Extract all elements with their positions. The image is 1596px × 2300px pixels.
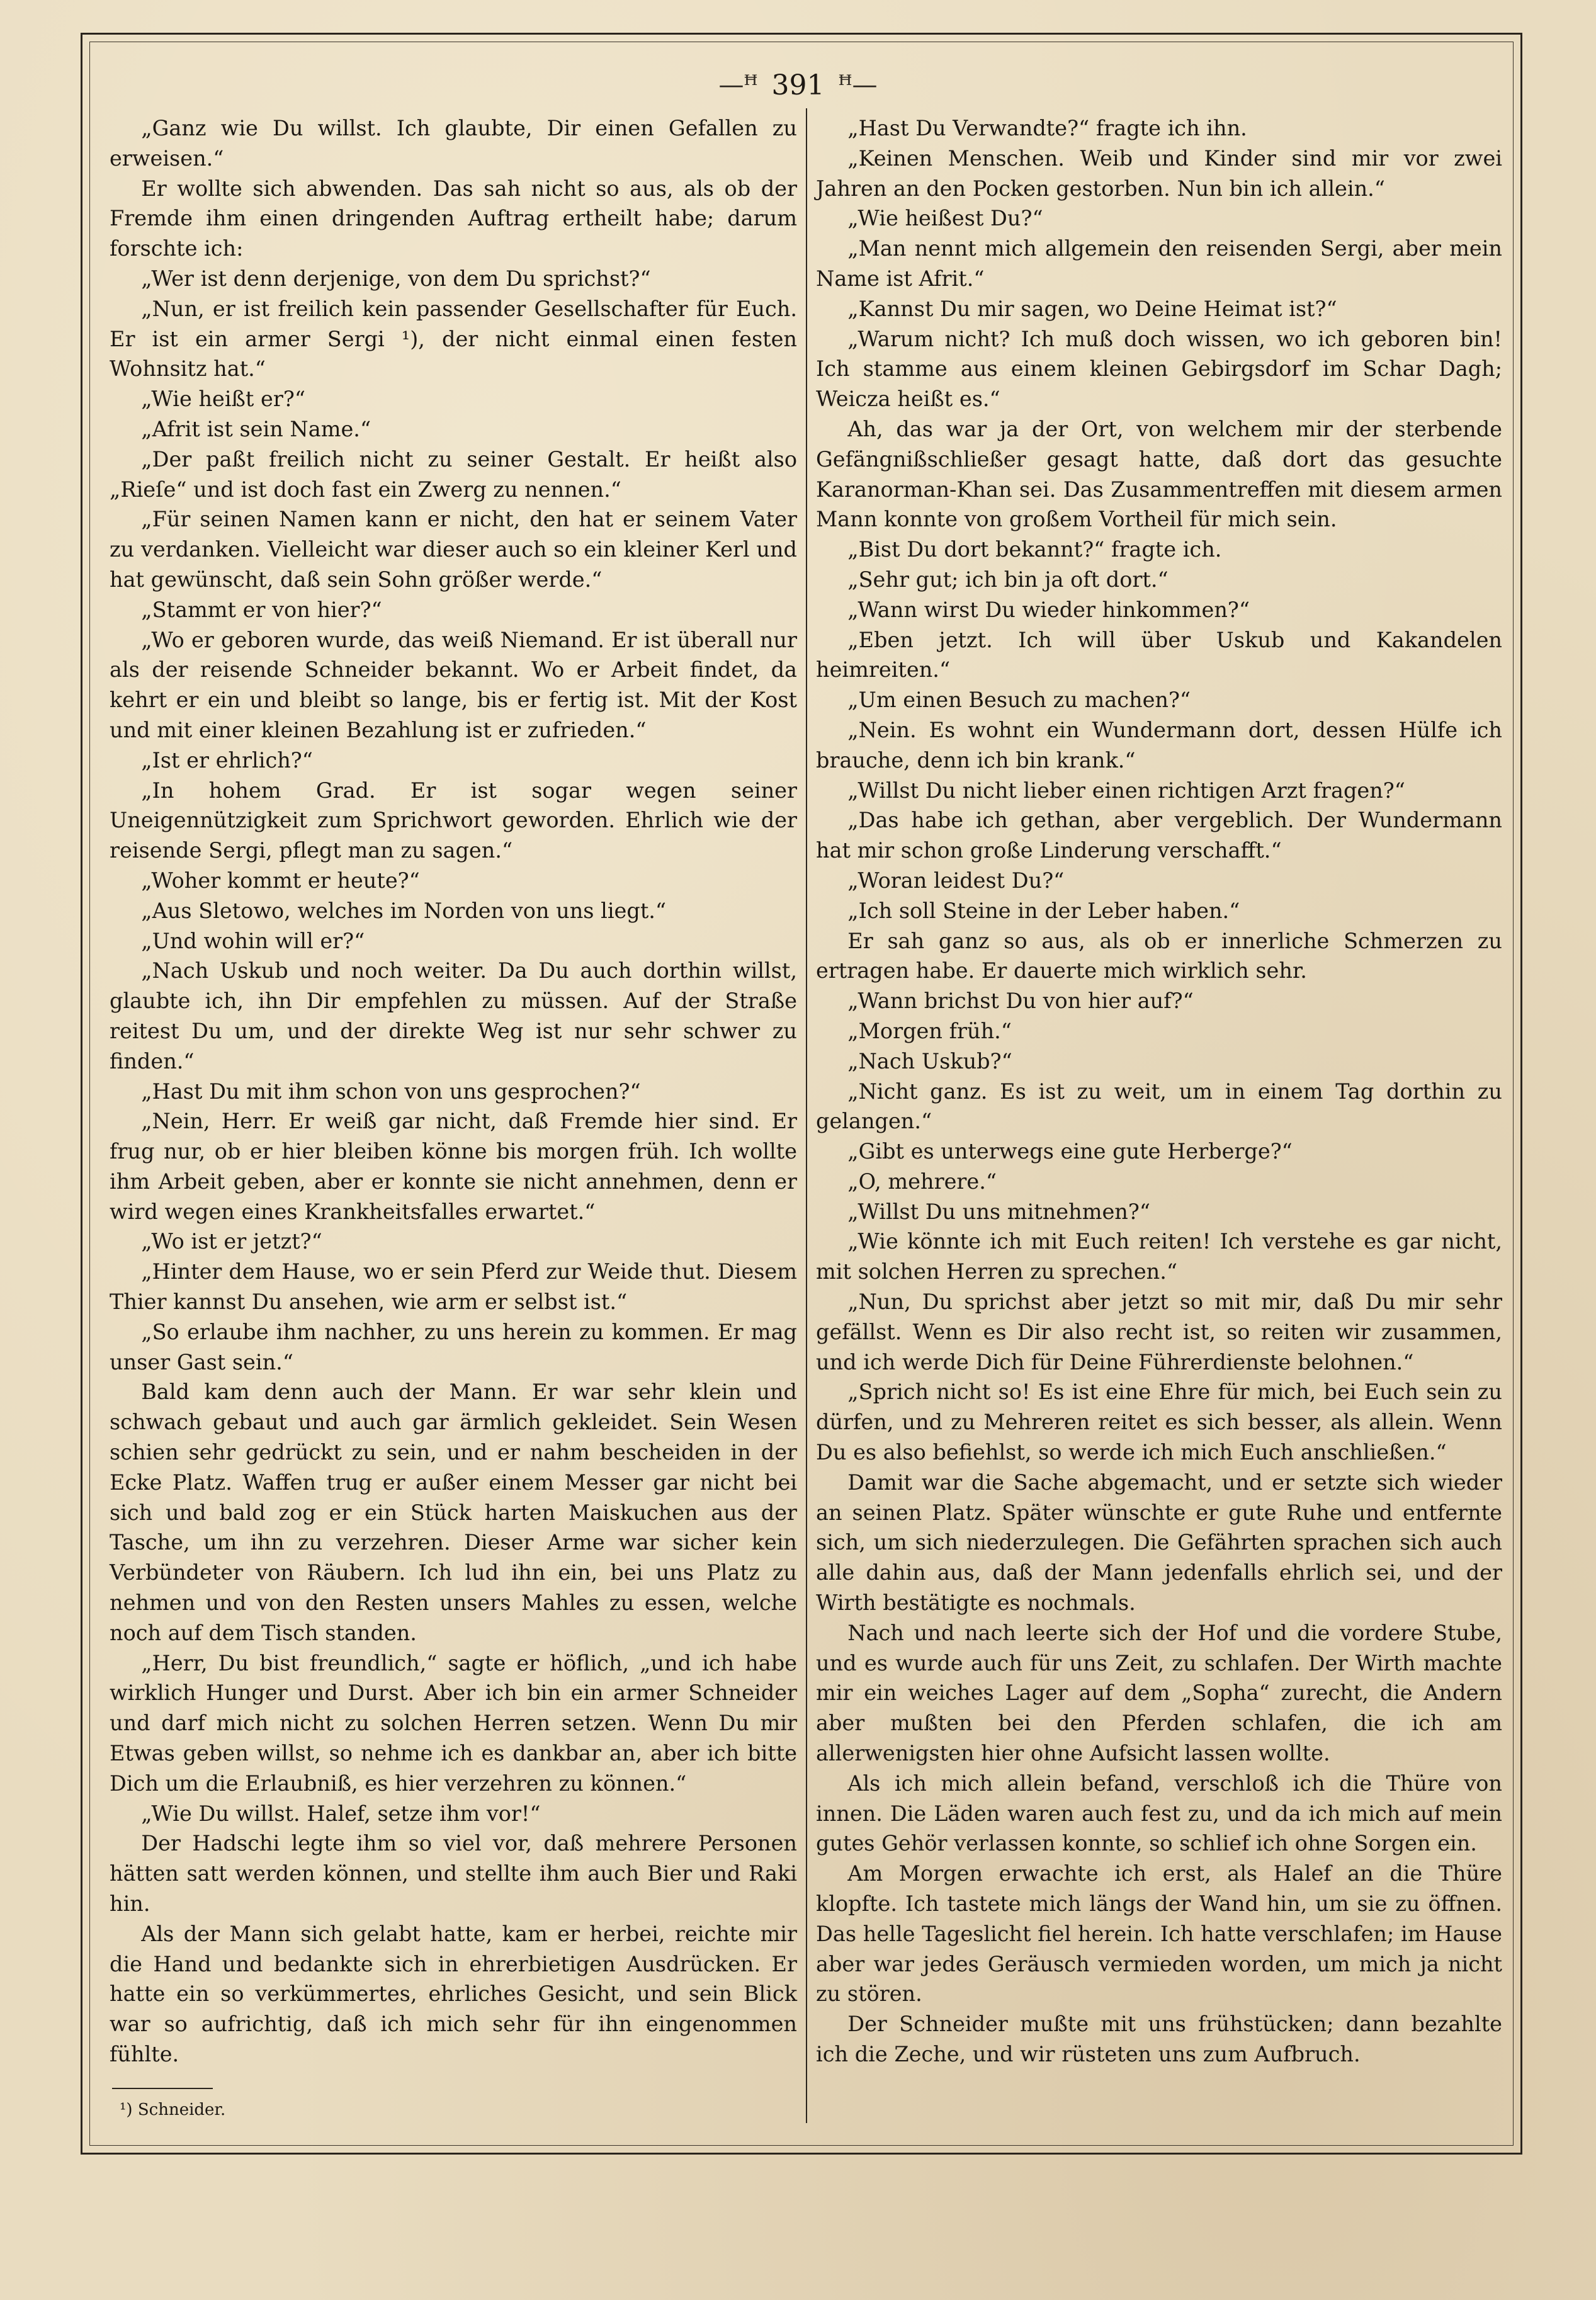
ornament-left: —ꟸ	[718, 71, 758, 99]
column-divider	[806, 108, 807, 2123]
paragraph: „Wie heißt er?“	[141, 387, 305, 412]
paragraph: „Wie könnte ich mit Euch reiten! Ich verstehe es gar nicht, mit solchen Herren zu sprechen.“	[816, 1229, 1502, 1284]
paragraph: „Wie heißest Du?“	[847, 206, 1043, 231]
paragraph: „Wo ist er jetzt?“	[141, 1229, 322, 1254]
ornament-right: ꟸ—	[838, 71, 878, 99]
paragraph: „Hinter dem Hause, wo er sein Pferd zur Weide thut. Diesem Thier kannst Du ansehen, wie arm er selbst ist.“	[110, 1259, 797, 1315]
paragraph: Als ich mich allein befand, verschloß ich die Thüre von innen. Die Läden waren auch fest zu, und da ich mich auf mein gutes Gehör verlassen konnte, so schlief ich ohne Sorgen ein.	[816, 1770, 1502, 1856]
paragraph: „Nicht ganz. Es ist zu weit, um in einem Tag dorthin zu gelangen.“	[816, 1079, 1502, 1134]
paragraph: „Gibt es unterwegs eine gute Herberge?“	[847, 1139, 1293, 1164]
paragraph: „Ist er ehrlich?“	[141, 747, 313, 773]
paragraph: „Und wohin will er?“	[141, 928, 365, 953]
paragraph: „Ich soll Steine in der Leber haben.“	[847, 898, 1240, 923]
paragraph: „Afrit ist sein Name.“	[141, 416, 371, 441]
paragraph: „Eben jetzt. Ich will über Uskub und Kakandelen heimreiten.“	[816, 627, 1502, 683]
page-number: 391	[771, 69, 825, 101]
paragraph: Ah, das war ja der Ort, von welchem mir der sterbende Gefängnißschließer gesagt hatte, daß dort das gesuchte Karanorman-Khan sei. Das Zusammentreffen mit diesem armen Mann konnte von großem Vortheil für mich sein.	[816, 416, 1502, 532]
paragraph: „Wo er geboren wurde, das weiß Niemand. Er ist überall nur als der reisende Schneider bekannt. Wo er Arbeit findet, da kehrt er ein und bleibt so lange, bis er fertig ist. Mit der Kost und mit einer kleinen Bezahlung ist er zufrieden.“	[110, 627, 797, 742]
paragraph: „Morgen früh.“	[847, 1018, 1012, 1043]
paragraph: „Woran leidest Du?“	[847, 868, 1065, 893]
paragraph: „Herr, Du bist freundlich,“ sagte er höflich, „und ich habe wirklich Hunger und Durst. Aber ich bin ein armer Schneider und darf mich nicht zu solchen Herren setzen. Wenn Du mir Etwas geben willst, so nehme ich es dankbar an, aber ich bitte Dich um die Erlaubniß, es hier verzehren zu können.“	[110, 1650, 797, 1796]
paragraph: Der Schneider mußte mit uns frühstücken; dann bezahlte ich die Zeche, und wir rüsteten uns zum Aufbruch.	[816, 2012, 1502, 2066]
paragraph: „Sehr gut; ich bin ja oft dort.“	[847, 567, 1169, 592]
paragraph: „Wann brichst Du von hier auf?“	[847, 989, 1194, 1014]
paragraph: „Nein, Herr. Er weiß gar nicht, daß Fremde hier sind. Er frug nur, ob er hier bleiben könne bis morgen früh. Ich wollte ihm Arbeit geben, aber er konnte sie nicht annehmen, denn er wird wegen eines Krankheitsfalles erwartet.“	[110, 1109, 797, 1224]
footnote-rule	[112, 2088, 213, 2089]
paragraph: „Für seinen Namen kann er nicht, den hat er seinem Vater zu verdanken. Vielleicht war dieser auch so ein kleiner Kerl und hat gewünscht, daß sein Sohn größer werde.“	[110, 507, 797, 592]
paragraph: „Stammt er von hier?“	[141, 597, 382, 622]
paragraph: „Ganz wie Du willst. Ich glaubte, Dir einen Gefallen zu erweisen.“	[110, 116, 797, 171]
paragraph: „Der paßt freilich nicht zu seiner Gestalt. Er heißt also „Rieſe“ und ist doch fast ein Zwerg zu nennen.“	[110, 446, 797, 502]
paragraph: „Nun, Du sprichst aber jetzt so mit mir, daß Du mir sehr gefällst. Wenn es Dir also recht ist, so reiten wir zusammen, und ich werde Dich für Deine Führerdienste belohnen.“	[816, 1289, 1502, 1374]
paragraph: Nach und nach leerte sich der Hof und die vordere Stube, und es wurde auch für uns Zeit, zu schlafen. Der Wirth machte mir ein weiches Lager auf dem „Sopha“ zurecht, die Andern aber mußten bei den Pferden schlafen, die ich am allerwenigsten hier ohne Aufsicht lassen wollte.	[816, 1620, 1502, 1766]
page-header	[0, 63, 1596, 107]
paragraph: „Wer ist denn derjenige, von dem Du sprichst?“	[141, 266, 651, 291]
paragraph: „Kannst Du mir sagen, wo Deine Heimat ist?“	[847, 296, 1337, 321]
paragraph: „In hohem Grad. Er ist sogar wegen seiner Uneigennützigkeit zum Sprichwort geworden. Ehrlich wie der reisende Sergi, pflegt man zu sagen.“	[110, 778, 797, 863]
paragraph: Bald kam denn auch der Mann. Er war sehr klein und schwach gebaut und auch gar ärmlich gekleidet. Sein Wesen schien sehr gedrückt zu sein, und er nahm bescheiden in der Ecke Platz. Waffen trug er außer einem Messer gar nicht bei sich und bald zog er ein Stück harten Maiskuchen aus der Tasche, um ihn zu verzehren. Dieser Arme war sicher kein Verbündeter von Räubern. Ich lud ihn ein, bei uns Platz zu nehmen und von den Resten unsers Mahles zu essen, welche noch auf dem Tisch standen.	[110, 1379, 797, 1645]
paragraph: „Nun, er ist freilich kein passender Gesellschafter für Euch. Er ist ein armer Sergi ¹), der nicht einmal einen festen Wohnsitz hat.“	[110, 296, 797, 382]
paragraph: „Nein. Es wohnt ein Wundermann dort, dessen Hülfe ich brauche, denn ich bin krank.“	[816, 717, 1502, 773]
paragraph: „Das habe ich gethan, aber vergeblich. Der Wundermann hat mir schon große Linderung verschafft.“	[816, 808, 1502, 863]
paragraph: „Keinen Menschen. Weib und Kinder sind mir vor zwei Jahren an den Pocken gestorben. Nun bin ich allein.“	[816, 145, 1502, 201]
paragraph: „O, mehrere.“	[847, 1169, 997, 1194]
paragraph: Er sah ganz so aus, als ob er innerliche Schmerzen zu ertragen habe. Er dauerte mich wirklich sehr.	[816, 928, 1502, 983]
paragraph: „Wie Du willst. Halef, setze ihm vor!“	[141, 1801, 541, 1826]
paragraph: „Wann wirst Du wieder hinkommen?“	[847, 597, 1250, 622]
paragraph: „Willst Du nicht lieber einen richtigen Arzt fragen?“	[847, 778, 1405, 803]
paragraph: Der Hadschi legte ihm so viel vor, daß mehrere Personen hätten satt werden können, und stellte ihm auch Bier und Raki hin.	[110, 1831, 797, 1917]
paragraph: „Aus Sletowo, welches im Norden von uns liegt.“	[141, 898, 667, 923]
paragraph: „Um einen Besuch zu machen?“	[847, 688, 1191, 713]
right-column	[816, 113, 1502, 2070]
paragraph: Damit war die Sache abgemacht, und er setzte sich wieder an seinen Platz. Später wünschte er gute Ruhe und entfernte sich, um sich niederzulegen. Die Gefährten sprachen sich auch alle dahin aus, daß der Mann jedenfalls ehrlich sei, und der Wirth bestätigte es nochmals.	[816, 1470, 1502, 1616]
left-column	[110, 113, 797, 2070]
paragraph: „Man nennt mich allgemein den reisenden Sergi, aber mein Name ist Afrit.“	[816, 236, 1502, 291]
paragraph: „Warum nicht? Ich muß doch wissen, wo ich geboren bin! Ich stamme aus einem kleinen Gebirgsdorf im Schar Dagh; Weicza heißt es.“	[816, 326, 1502, 412]
paragraph: Er wollte sich abwenden. Das sah nicht so aus, als ob der Fremde ihm einen dringenden Auftrag ertheilt habe; darum forschte ich:	[110, 176, 797, 261]
paragraph: „Nach Uskub und noch weiter. Da Du auch dorthin willst, glaubte ich, ihn Dir empfehlen zu müssen. Auf der Straße reitest Du um, und der direkte Weg ist nur sehr schwer zu finden.“	[110, 958, 797, 1074]
paragraph: „Sprich nicht so! Es ist eine Ehre für mich, bei Euch sein zu dürfen, und zu Mehreren reitet es sich besser, als allein. Wenn Du es also befiehlst, so werde ich mich Euch anschließen.“	[816, 1379, 1502, 1465]
paragraph: „Willst Du uns mitnehmen?“	[847, 1199, 1150, 1224]
paragraph: Als der Mann sich gelabt hatte, kam er herbei, reichte mir die Hand und bedankte sich in ehrerbietigen Ausdrücken. Er hatte ein so verkümmertes, ehrliches Gesicht, und sein Blick war so aufrichtig, daß ich mich sehr für ihn eingenommen fühlte.	[110, 1921, 797, 2066]
paragraph: „Hast Du Verwandte?“ fragte ich ihn.	[847, 116, 1247, 140]
paragraph: „Nach Uskub?“	[847, 1048, 1012, 1074]
paragraph: „Woher kommt er heute?“	[141, 868, 420, 893]
paragraph: „Hast Du mit ihm schon von uns gesprochen?“	[141, 1079, 641, 1104]
paragraph: „Bist Du dort bekannt?“ fragte ich.	[847, 537, 1222, 562]
paragraph: „So erlaube ihm nachher, zu uns herein zu kommen. Er mag unser Gast sein.“	[110, 1319, 797, 1374]
paragraph: Am Morgen erwachte ich erst, als Halef an die Thüre klopfte. Ich tastete mich längs der Wand hin, um sie zu öffnen. Das helle Tageslicht fiel herein. Ich hatte verschlafen; im Hause aber war jedes Geräusch vermieden worden, um mich ja nicht zu stören.	[816, 1861, 1502, 2007]
footnote: ¹) Schneider.	[120, 2100, 226, 2119]
